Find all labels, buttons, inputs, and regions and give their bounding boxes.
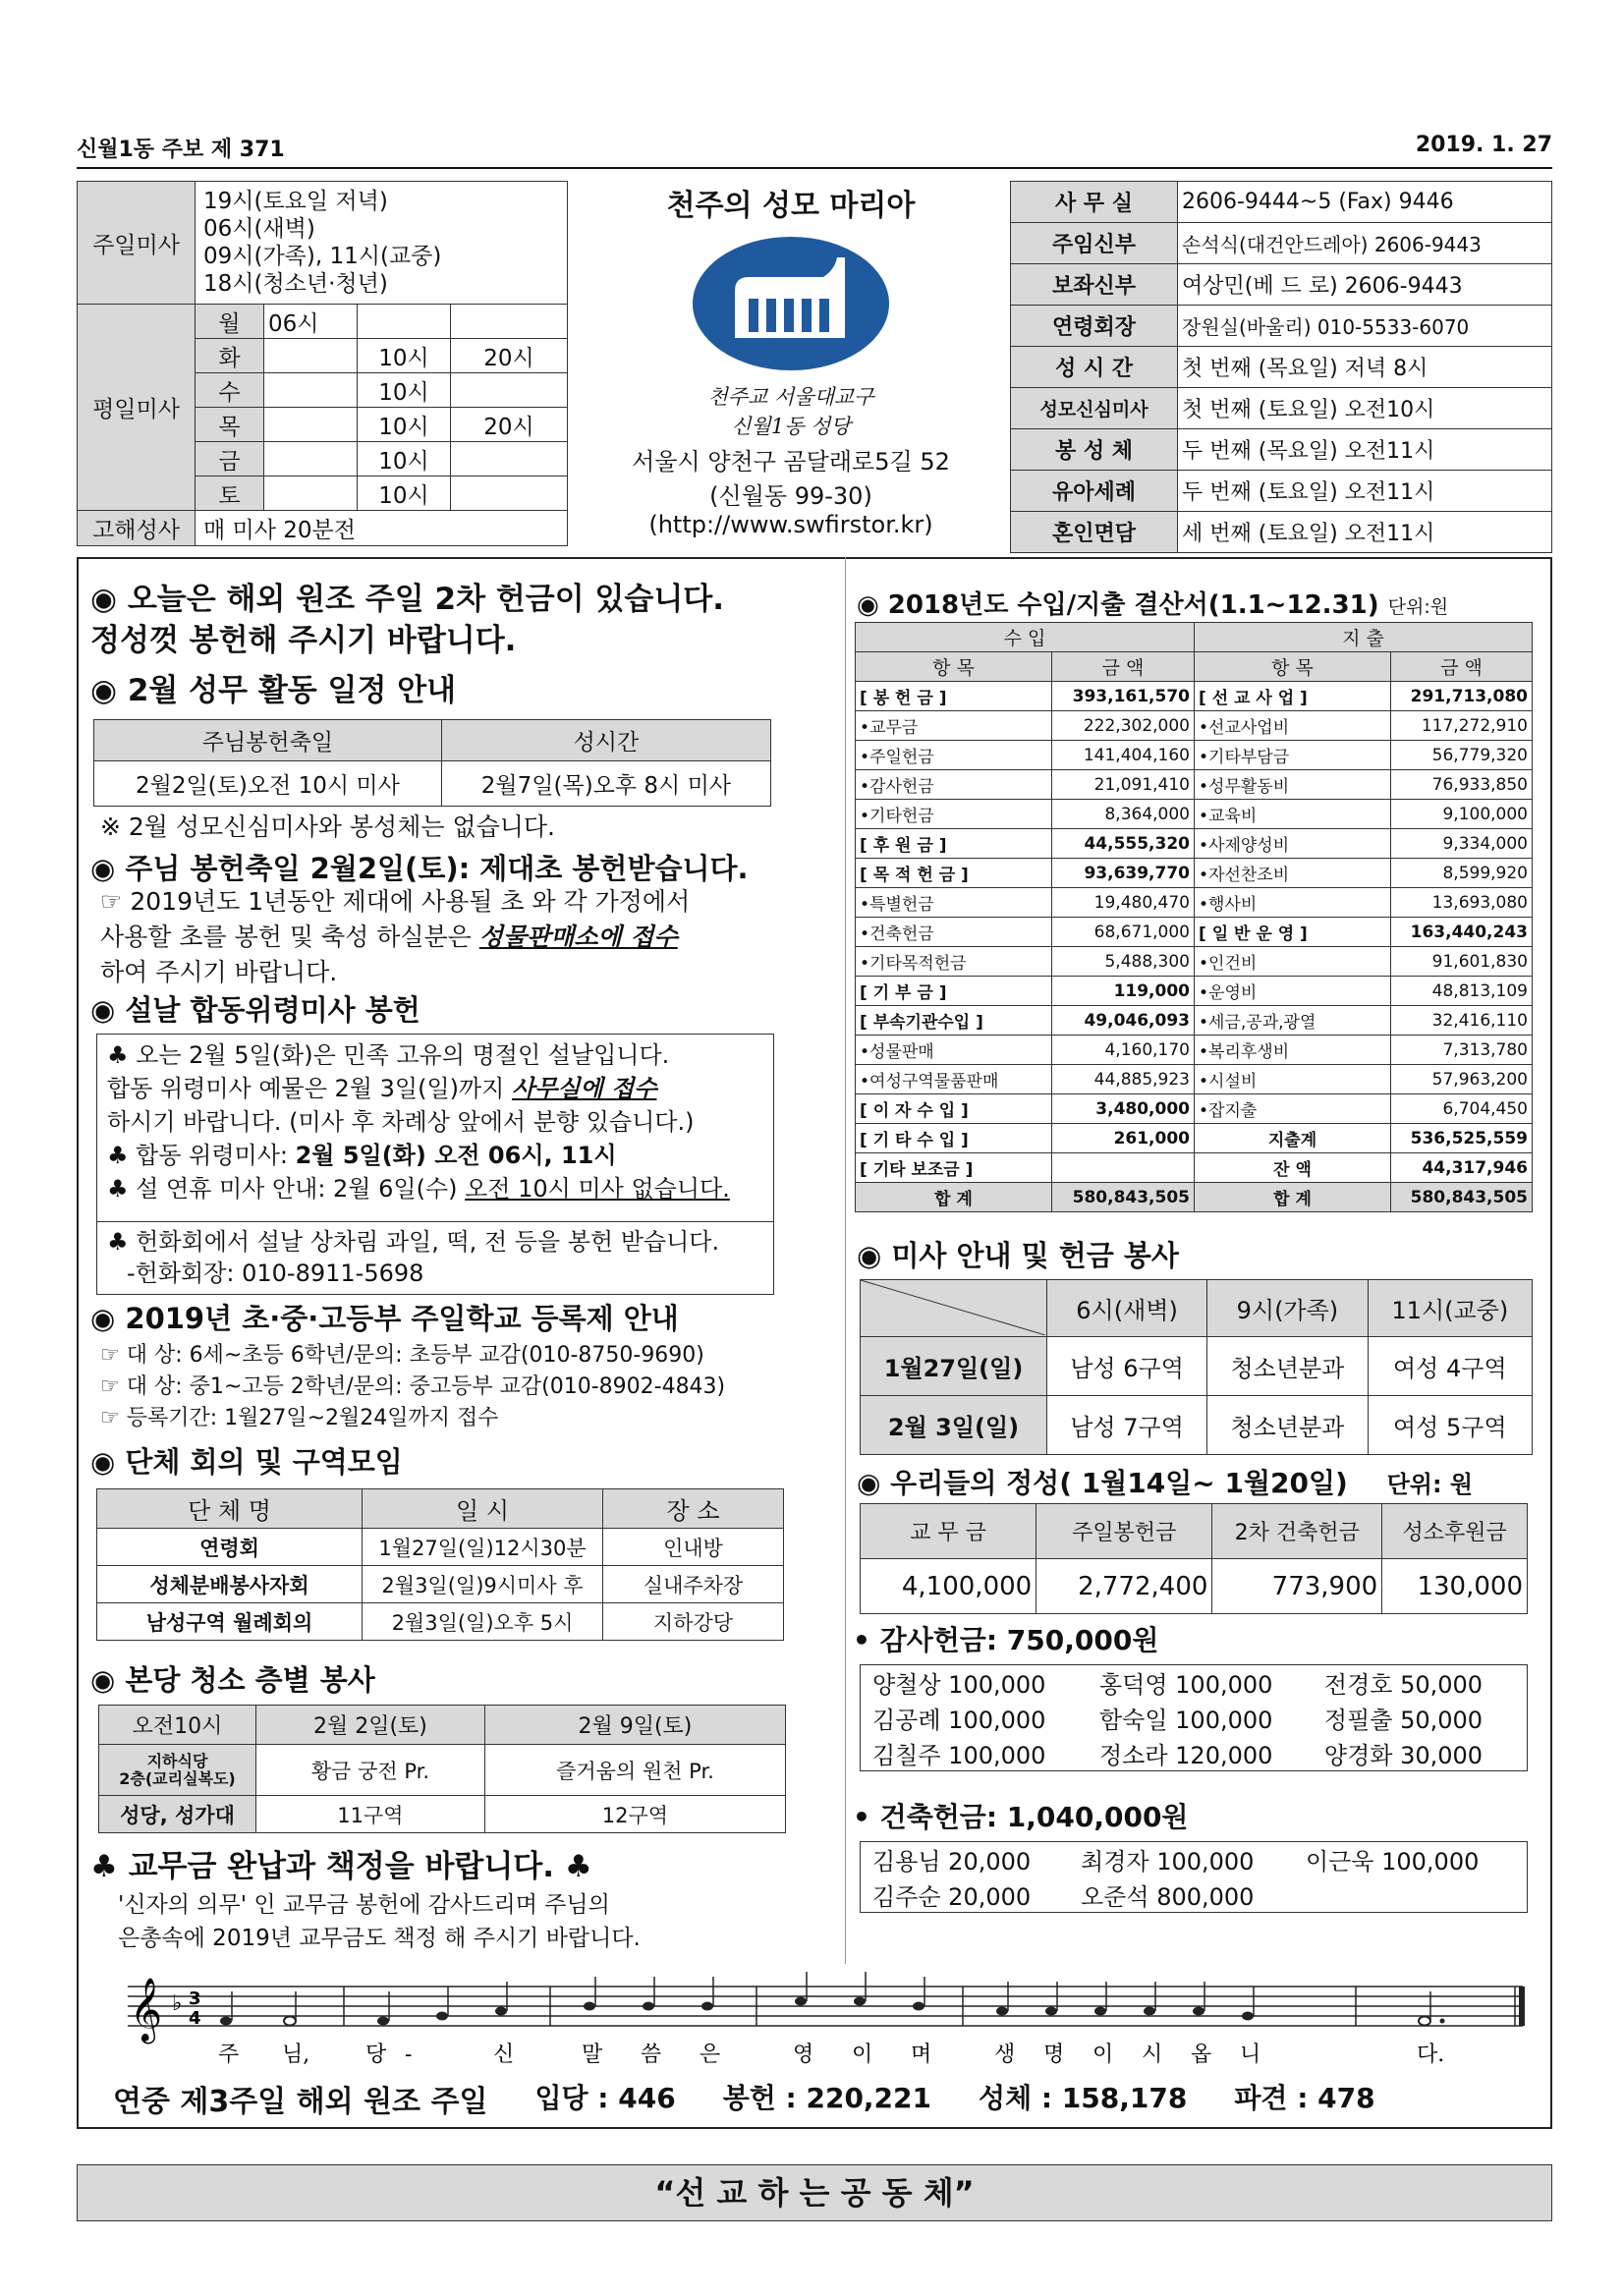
table-row: 2월 3일(일) 남성 7구역 청소년분과 여성 5구역 <box>861 1396 1533 1455</box>
finance-title: ◉ 2018년도 수입/지출 결산서(1.1~12.31) 단위:원 <box>857 590 1449 620</box>
lyric-syllable: 생 <box>994 2043 1016 2067</box>
contact-value: 장원실(바울리) 010-5533-6070 <box>1178 306 1552 347</box>
contact-label: 성 시 간 <box>1011 347 1178 388</box>
finance-row: [ 후 원 금 ] 44,555,320 •사제양성비 9,334,000 <box>856 829 1533 859</box>
contact-label: 혼인면담 <box>1011 512 1178 553</box>
table-row: 김공례 100,000 함숙일 100,000 정필출 50,000 <box>872 1707 1484 1734</box>
svg-text:4: 4 <box>189 2008 201 2029</box>
lyrics <box>218 2043 1444 2067</box>
feb-schedule-title: ◉ 2월 성무 활동 일정 안내 <box>90 673 457 708</box>
table-row: 1월27일(일) 남성 6구역 청소년분과 여성 4구역 <box>861 1337 1533 1396</box>
finance-row: •기타목적헌금 5,488,300 •인건비 91,601,830 <box>856 947 1533 977</box>
lyric-syllable: 신 <box>493 2043 515 2067</box>
lyric-syllable: 이 <box>852 2043 873 2067</box>
offertory-hymn: 봉헌 : 220,221 <box>722 2082 932 2114</box>
lyric-syllable: 시 <box>1142 2043 1163 2067</box>
dues-text: '신자의 의무' 인 교무금 봉헌에 감사드리며 주님의 은총속에 2019년 교무금도 책정 해 주시기 바랍니다. <box>118 1892 641 1951</box>
finance-table: 수 입 지 출 항 목 금 액 항 목 금 액 [ 봉 헌 금 ] 393,161,570 [ 선 교 사 업 ] 291,713,080 •교무금 222,302,000 •선교사업비 117,272,910 •주일헌금 141,404,160 •기타부담금 56,779,320 •감사헌금 21,091,410 •성무활동비 76,933,850 •기타헌금 8,364,000 •교육비 9,100,000 [ 후 원 금 ] 44,555,320 •사제양성비 9,334,000 [ 목 적 헌 금 ] 93,639,770 •자선찬조비 8,599,920 •특별헌금 19,480,470 •행사비 13,693,080 •건축헌금 68,671,000 [ 일 반 운 영 ] 163,440,243 •기타목적헌금 5,488,300 •인건비 91,601,830 [ 기 부 금 ] 119,000 •운영비 48,813,109 [ 부속기관수입 ] 49,046,093 •세금,공과,광열 32,416,110 •성물판매 4,160,170 •복리후생비 7,313,780 •여성구역물품판매 44,885,923 •시설비 57,963,200 [ 이 자 수 입 ] 3,480,000 •잡지출 6,704,450 [ 기 타 수 입 ] 261,000 지출계 536,525,559 [ 기타 보조금 ] 잔 액 44,317,946 합 계 580,843,505 합 계 580,843,505 <box>855 622 1533 1212</box>
finance-row: [ 이 자 수 입 ] 3,480,000 •잡지출 6,704,450 <box>856 1094 1533 1124</box>
cleaning-title: ◉ 본당 청소 층별 봉사 <box>90 1663 375 1697</box>
lyric-syllable: 옵 <box>1191 2043 1212 2067</box>
table-row: 지하식당 2층(교리실복도) 황금 궁전 Pr. 즐거움의 원천 Pr. <box>99 1745 786 1796</box>
parish-address-2: (신월동 99-30) <box>709 482 872 510</box>
lyric-syllable: 명 <box>1043 2043 1065 2067</box>
contacts-table <box>1010 181 1552 553</box>
bulletin-date: 2019. 1. 27 <box>1415 133 1552 157</box>
weekday-row: 수 <box>196 373 264 408</box>
finance-row: [ 기 부 금 ] 119,000 •운영비 48,813,109 <box>856 977 1533 1006</box>
contact-value: 여상민(베 드 로) 2606-9443 <box>1178 264 1552 306</box>
candle-line-2: 사용할 초를 봉헌 및 축성 하실분은 성물판매소에 접수 <box>100 923 678 951</box>
candle-line-3: 하여 주시기 바랍니다. <box>100 958 338 986</box>
contact-label: 사 무 실 <box>1011 182 1178 223</box>
lyric-syllable: 니 <box>1240 2043 1261 2067</box>
table-row: 성체분배봉사자회 2월3일(일)9시미사 후 실내주차장 <box>97 1566 784 1603</box>
thanks-title: • 감사헌금: 750,000원 <box>853 1624 1159 1656</box>
column-divider <box>845 557 846 1964</box>
parish-address: 서울시 양천구 곰달래로5길 52 <box>632 448 950 476</box>
finance-row: •건축헌금 68,671,000 [ 일 반 운 영 ] 163,440,243 <box>856 918 1533 947</box>
building-title: • 건축헌금: 1,040,000원 <box>853 1801 1189 1833</box>
logo-text-2: 신월1동 성당 <box>731 415 851 438</box>
weekday-row: 토 <box>196 476 264 511</box>
weekday-row: 금 <box>196 442 264 476</box>
sunday-mass-label: 주일미사 <box>78 182 196 305</box>
lyric-syllable: 님, <box>282 2043 310 2067</box>
dismissal-hymn: 파견 : 478 <box>1234 2082 1375 2114</box>
table-row: 연령회 1월27일(일)12시30분 인내방 <box>97 1529 784 1566</box>
school-info: ☞ 대 상: 6세~초등 6학년/문의: 초등부 교감(010-8750-9690) ☞ 대 상: 중1~고등 2학년/문의: 중고등부 교감(010-8902-4843) ☞ 등록기간: 1월27일~2월24일까지 접수 <box>100 1343 726 1430</box>
notice-overseas-aid-2: 정성껏 봉헌해 주시기 바랍니다. <box>90 623 517 658</box>
parish-block <box>580 181 1002 538</box>
communion-hymn: 성체 : 158,178 <box>979 2082 1188 2114</box>
finance-row: •특별헌금 19,480,470 •행사비 13,693,080 <box>856 888 1533 918</box>
contact-label: 주임신부 <box>1011 223 1178 264</box>
lyric-syllable: 말 <box>582 2043 603 2067</box>
lyric-syllable: - <box>405 2043 413 2067</box>
cleaning-table: 오전10시 2월 2일(토) 2월 9일(토) 지하식당 2층(교리실복도) 황금 궁전 Pr. 즐거움의 원천 Pr. 성당, 성가대 11구역 12구역 <box>98 1705 786 1833</box>
logo-text-1: 천주교 서울대교구 <box>707 385 874 409</box>
offering-title: ◉ 우리들의 정성( 1월14일~ 1월20일) 단위: 원 <box>857 1467 1474 1499</box>
music-staff <box>79 1965 1550 2073</box>
finance-row: [ 부속기관수입 ] 49,046,093 •세금,공과,광열 32,416,110 <box>856 1006 1533 1036</box>
finance-row: •기타헌금 8,364,000 •교육비 9,100,000 <box>856 800 1533 829</box>
treble-clef-icon: 𝄞 <box>130 1978 163 2042</box>
contact-value: 2606-9444~5 (Fax) 9446 <box>1178 182 1552 223</box>
contact-label: 보좌신부 <box>1011 264 1178 306</box>
finance-row: [ 목 적 헌 금 ] 93,639,770 •자선찬조비 8,599,920 <box>856 859 1533 888</box>
table-row: 성당, 성가대 11구역 12구역 <box>99 1796 786 1833</box>
seol-title: ◉ 설날 합동위령미사 봉헌 <box>90 993 420 1027</box>
contact-value: 첫 번째 (목요일) 저녁 8시 <box>1178 347 1552 388</box>
table-row: 김용님 20,000 최경자 100,000 이근욱 100,000 <box>872 1848 1480 1876</box>
table-row: 남성구역 월례회의 2월3일(일)오후 5시 지하강당 <box>97 1603 784 1641</box>
finance-row: [ 봉 헌 금 ] 393,161,570 [ 선 교 사 업 ] 291,713,080 <box>856 682 1533 711</box>
finance-row: •감사헌금 21,091,410 •성무활동비 76,933,850 <box>856 770 1533 800</box>
mass-schedule-table: 주일미사 19시(토요일 저녁) 06시(새벽) 09시(가족), 11시(교중) 18시(청소년·청년) 평일미사 월 06시 화 10시 20시 수 10시 목 10시 20시 금 10시 토 10시 고해성사 매 미사 20분전 <box>77 181 568 546</box>
contact-label: 봉 성 체 <box>1011 429 1178 471</box>
finance-row: •교무금 222,302,000 •선교사업비 117,272,910 <box>856 711 1533 741</box>
svg-text:3: 3 <box>189 1988 201 2009</box>
table-row: 김주순 20,000 오준석 800,000 <box>872 1882 1255 1911</box>
svg-text:♭: ♭ <box>172 1991 183 2016</box>
flower-box: ♣ 헌화회에서 설날 상차림 과일, 떡, 전 등을 봉헌 받습니다. -헌화회장: 010-8911-5698 <box>96 1222 774 1295</box>
sunday-title: 연중 제3주일 해외 원조 주일 <box>113 2085 488 2119</box>
meeting-table: 단 체 명 일 시 장 소 연령회 1월27일(일)12시30분 인내방 성체분배봉사자회 2월3일(일)9시미사 후 실내주차장 남성구역 월례회의 2월3일(일)오후 5시 지하강당 <box>96 1488 784 1641</box>
lyric-syllable: 며 <box>911 2043 932 2067</box>
lyric-syllable: 은 <box>700 2043 721 2067</box>
contact-label: 연령회장 <box>1011 306 1178 347</box>
seol-box: ♣ 오는 2월 5일(화)은 민족 고유의 명절인 설날입니다. 합동 위령미사 예물은 2월 3일(일)까지 사무실에 접수 하시기 바랍니다. (미사 후 차례상 앞에서 분향 있습니다.) ♣ 합동 위령미사: 2월 5일(화) 오전 06시, 11시 ♣ 설 연휴 미사 안내: 2월 6일(수) 오전 10시 미사 없습니다. <box>96 1034 774 1222</box>
lyric-syllable: 다. <box>1417 2043 1445 2067</box>
finance-row: 합 계 580,843,505 합 계 580,843,505 <box>856 1183 1533 1212</box>
school-title: ◉ 2019년 초·중·고등부 주일학교 등록제 안내 <box>90 1302 679 1335</box>
lyric-syllable: 씀 <box>641 2043 662 2067</box>
motto-bar: “선 교 하 는 공 동 체” <box>77 2164 1552 2221</box>
contact-value: 손석식(대건안드레아) 2606-9443 <box>1178 223 1552 264</box>
lyric-syllable: 당 <box>365 2043 387 2067</box>
dues-title: ♣ 교무금 완납과 책정을 바랍니다. ♣ <box>90 1849 592 1884</box>
contact-value: 두 번째 (토요일) 오전11시 <box>1178 471 1552 512</box>
lyric-syllable: 영 <box>793 2043 814 2067</box>
finance-row: [ 기타 보조금 ] 잔 액 44,317,946 <box>856 1153 1533 1183</box>
contact-value: 첫 번째 (토요일) 오전10시 <box>1178 388 1552 429</box>
weekday-row: 월 <box>196 305 264 339</box>
parish-title: 천주의 성모 마리아 <box>666 189 916 223</box>
parish-url[interactable]: (http://www.swfirstor.kr) <box>648 511 933 538</box>
finance-row: •주일헌금 141,404,160 •기타부담금 56,779,320 <box>856 741 1533 770</box>
mass-service-title: ◉ 미사 안내 및 헌금 봉사 <box>857 1239 1179 1272</box>
table-row: 양철상 100,000 홍덕영 100,000 전경호 50,000 <box>872 1671 1484 1700</box>
weekday-row: 목 <box>196 408 264 442</box>
meeting-title: ◉ 단체 회의 및 구역모임 <box>90 1445 403 1479</box>
table-row: 김칠주 100,000 정소라 120,000 양경화 30,000 <box>872 1741 1484 1769</box>
candle-title: ◉ 주님 봉헌축일 2월2일(토): 제대초 봉헌받습니다. <box>90 852 749 885</box>
confession-label: 고해성사 <box>78 511 196 546</box>
entrance-hymn: 입당 : 446 <box>534 2082 676 2114</box>
parish-logo <box>688 230 894 377</box>
notes <box>220 1972 1445 2026</box>
sunday-mass-times: 19시(토요일 저녁) 06시(새벽) 09시(가족), 11시(교중) 18시(청소년·청년) <box>196 182 568 305</box>
contact-value: 세 번째 (토요일) 오전11시 <box>1178 512 1552 553</box>
bulletin-header <box>77 133 1552 169</box>
stats-row <box>113 2077 1528 2120</box>
feb-schedule-table: 주님봉헌축일 성시간 2월2일(토)오전 10시 미사 2월7일(목)오후 8시 미사 <box>93 719 771 807</box>
contact-value: 두 번째 (목요일) 오전11시 <box>1178 429 1552 471</box>
contact-label: 유아세례 <box>1011 471 1178 512</box>
thanks-table <box>860 1664 1528 1771</box>
contact-label: 성모신심미사 <box>1011 388 1178 429</box>
lyric-syllable: 주 <box>218 2043 240 2067</box>
candle-line-1: ☞ 2019년도 1년동안 제대에 사용될 초 와 각 가정에서 <box>100 887 691 916</box>
notice-overseas-aid: ◉ 오늘은 해외 원조 주일 2차 헌금이 있습니다. <box>90 582 725 617</box>
finance-row: •여성구역물품판매 44,885,923 •시설비 57,963,200 <box>856 1065 1533 1094</box>
finance-row: [ 기 타 수 입 ] 261,000 지출계 536,525,559 <box>856 1124 1533 1153</box>
building-table <box>860 1841 1528 1913</box>
weekday-row: 화 <box>196 339 264 373</box>
bulletin-issue: 신월1동 주보 제 371 <box>77 138 285 162</box>
confession-value: 매 미사 20분전 <box>196 511 568 546</box>
finance-row: •성물판매 4,160,170 •복리후생비 7,313,780 <box>856 1036 1533 1065</box>
mass-service-table: 6시(새벽) 9시(가족) 11시(교중) 1월27일(일) 남성 6구역 청소년분과 여성 4구역 2월 3일(일) 남성 7구역 청소년분과 여성 5구역 <box>860 1279 1533 1455</box>
feb-note: ※ 2월 성모신심미사와 봉성체는 없습니다. <box>100 812 555 841</box>
weekday-mass-label: 평일미사 <box>78 305 196 511</box>
offering-table: 교 무 금 주일봉헌금 2차 건축헌금 성소후원금 4,100,000 2,772,400 773,900 130,000 <box>860 1503 1528 1614</box>
lyric-syllable: 이 <box>1092 2043 1114 2067</box>
diagonal-cell <box>861 1280 1047 1337</box>
